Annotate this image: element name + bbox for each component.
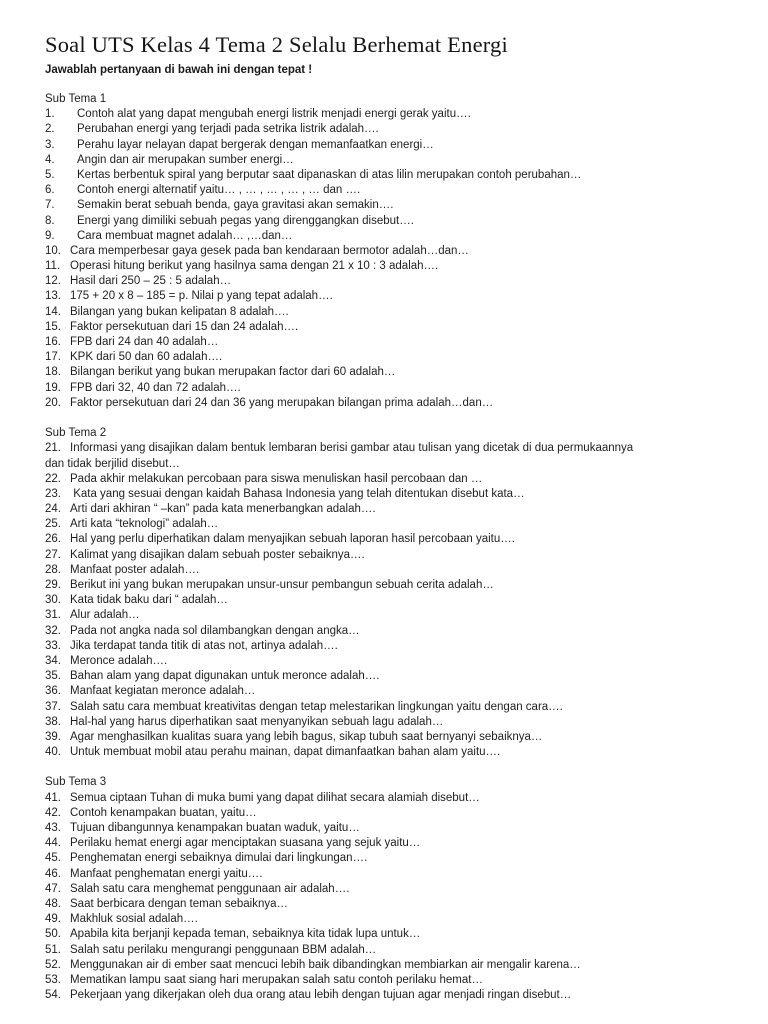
question-item [45,548,735,563]
question-text: Penghematan energi sebaiknya dimulai dari lingkungan…. [70,852,368,865]
question-number: 34. [45,654,61,667]
question-number: 41. [45,791,61,804]
question-text: Pada akhir melakukan percobaan para siswa menuliskan hasil percobaan dan … [70,472,483,485]
question-item [45,578,735,593]
question-text: Pada not angka nada sol dilambangkan dengan angka… [70,624,360,637]
question-number: 50. [45,928,61,941]
question-text: FPB dari 24 dan 40 adalah… [70,336,219,348]
question-number: 30. [45,594,61,607]
question-text: Manfaat penghematan energi yaitu…. [70,867,263,880]
question-number: 36. [45,685,61,698]
question-item [45,517,735,532]
question-item [45,791,735,806]
question-number: 8. [45,214,55,227]
question-number: 15. [45,320,61,333]
question-text: Alur adalah… [70,609,140,622]
question-item [45,684,735,699]
question-text: Bilangan berikut yang bukan merupakan factor dari 60 adalah… [70,366,396,379]
question-item [45,867,735,882]
question-item [45,912,735,927]
question-item [45,198,735,213]
question-number: 7. [45,199,55,212]
question-item [45,988,735,1003]
question-number: 25. [45,518,61,531]
question-number: 46. [45,867,61,880]
question-number: 51. [45,943,61,956]
question-item [45,168,735,183]
question-item [45,138,735,153]
section-heading: Sub Tema 2 [45,427,107,440]
question-number: 22. [45,472,61,485]
question-text: Bilangan yang bukan kelipatan 8 adalah…. [70,305,289,318]
question-text: FPB dari 32, 40 dan 72 adalah…. [70,381,241,394]
section-heading: Sub Tema 1 [45,93,107,105]
question-item [45,654,735,669]
question-number: 20. [45,396,61,409]
question-text: Pekerjaan yang dikerjakan oleh dua orang atau lebih dengan tujuan agar menjadi ringan disebut… [70,989,572,1002]
question-number: 33. [45,639,61,652]
page-title: Soal UTS Kelas 4 Tema 2 Selalu Berhemat Energi [45,32,508,57]
question-number: 27. [45,548,61,561]
question-number: 9. [45,229,55,242]
question-item [45,882,735,897]
question-item [45,107,735,122]
question-item [45,320,735,335]
question-number: 42. [45,806,61,819]
question-text: Tujuan dibangunnya kenampakan buatan waduk, yaitu… [70,822,360,834]
question-item [45,335,735,350]
question-number: 19. [45,381,61,394]
question-number: 6. [45,184,55,197]
question-item [45,730,735,745]
question-item [45,289,735,304]
question-number: 10. [45,244,61,257]
question-text: Salah satu cara membuat kreativitas dengan tetap melestarikan lingkungan yaitu dengan cara…. [70,700,563,713]
question-item [45,274,735,289]
question-text: Apabila kita berjanji kepada teman, sebaiknya kita tidak lupa untuk… [70,928,421,941]
question-text: Menggunakan air di ember saat mencuci lebih baik dibandingkan membiarkan air mengalir karena… [70,958,581,971]
question-number: 47. [45,882,61,895]
question-number: 28. [45,563,61,576]
question-text: Jika terdapat tanda titik di atas not, artinya adalah…. [70,639,338,652]
question-text: Mematikan lampu saat siang hari merupakan salah satu contoh perilaku hemat… [70,973,483,986]
question-number: 24. [45,503,61,516]
question-text: Cara membuat magnet adalah… ,…dan… [77,229,293,242]
question-item [45,836,735,851]
question-number: 44. [45,837,61,850]
question-number: 21. [45,442,61,455]
question-text: Arti kata “teknologi” adalah… [70,518,219,531]
section-spacer [45,411,735,426]
question-text: Agar menghasilkan kualitas suara yang lebih bagus, sikap tubuh saat bernyanyi sebaiknya… [70,730,543,743]
question-text: Semakin berat sebuah benda, gaya gravitasi akan semakin…. [77,199,394,212]
question-item [45,259,735,274]
question-text: Semua ciptaan Tuhan di muka bumi yang dapat dilihat secara alamiah disebut… [70,791,480,804]
question-text: Hal yang perlu diperhatikan dalam menyajikan sebuah laporan hasil percobaan yaitu…. [70,533,515,546]
question-item [45,396,735,411]
question-item [45,851,735,866]
question-text: Bahan alam yang dapat digunakan untuk meronce adalah…. [70,670,380,683]
question-item [45,958,735,973]
question-text: Salah satu perilaku mengurangi penggunaan BBM adalah… [70,943,377,956]
question-number: 40. [45,746,61,759]
question-item [45,943,735,958]
question-number: 2. [45,123,55,136]
question-number: 53. [45,973,61,986]
question-number: 39. [45,730,61,743]
question-text: Energi yang dimiliki sebuah pegas yang direnggangkan disebut…. [77,214,414,227]
question-item [45,214,735,229]
question-number: 32. [45,624,61,637]
question-number: 38. [45,715,61,728]
question-number: 14. [45,305,61,318]
question-item [45,563,735,578]
question-text: Perahu layar nelayan dapat bergerak dengan memanfaatkan energi… [77,138,434,151]
question-number: 49. [45,913,61,926]
question-text: Meronce adalah…. [70,654,168,667]
question-text: Contoh energi alternatif yaitu… , … , … , … , … dan …. [77,184,361,197]
question-text: Makhluk sosial adalah…. [70,913,198,926]
question-number: 54. [45,989,61,1002]
question-text: 175 + 20 x 8 – 185 = p. Nilai p yang tepat adalah…. [70,290,333,303]
question-list [45,92,735,1003]
question-number: 29. [45,579,61,591]
question-item [45,700,735,715]
question-number: 52. [45,958,61,971]
question-item [45,806,735,821]
question-number: 13. [45,290,61,303]
question-number: 18. [45,366,61,379]
question-item [45,183,735,198]
question-number: 43. [45,822,61,834]
question-text: Angin dan air merupakan sumber energi… [77,153,294,166]
question-item [45,350,735,365]
question-text: Perilaku hemat energi agar menciptakan suasana yang sejuk yaitu… [70,837,421,850]
question-text: Hasil dari 250 – 25 : 5 adalah… [70,275,232,288]
question-item [45,593,735,608]
question-item [45,122,735,137]
question-text: Operasi hitung berikut yang hasilnya sama dengan 21 x 10 : 3 adalah…. [70,260,439,273]
question-number: 48. [45,897,61,910]
question-number: 23. [45,487,61,500]
instruction-text: Jawablah pertanyaan di bawah ini dengan tepat ! [45,64,313,76]
question-item [45,381,735,396]
question-number: 37. [45,700,61,713]
question-item [45,305,735,320]
question-number: 26. [45,533,61,546]
question-item [45,532,735,547]
question-text: Kalimat yang disajikan dalam sebuah poster sebaiknya…. [70,548,365,561]
question-number: 16. [45,336,61,348]
question-number: 4. [45,153,55,166]
question-item [45,153,735,168]
question-text: Perubahan energi yang terjadi pada setrika listrik adalah…. [77,123,379,136]
question-item [45,441,735,456]
question-item [45,608,735,623]
question-text: Contoh kenampakan buatan, yaitu… [70,806,257,819]
question-item [45,229,735,244]
question-item [45,745,735,760]
question-text: Kata yang sesuai dengan kaidah Bahasa Indonesia yang telah ditentukan disebut kata… [70,487,525,500]
question-item [45,472,735,487]
question-item [45,244,735,259]
question-number: 35. [45,670,61,683]
question-number: 17. [45,351,61,364]
question-number: 31. [45,609,61,622]
question-item [45,973,735,988]
question-text: KPK dari 50 dan 60 adalah…. [70,351,223,364]
question-item [45,897,735,912]
question-text: Hal-hal yang harus diperhatikan saat menyanyikan sebuah lagu adalah… [70,715,444,728]
question-text: Salah satu cara menghemat penggunaan air adalah…. [70,882,350,895]
question-text: Berikut ini yang bukan merupakan unsur-unsur pembangun sebuah cerita adalah… [70,579,494,591]
question-item [45,669,735,684]
question-text: Faktor persekutuan dari 24 dan 36 yang merupakan bilangan prima adalah…dan… [70,396,494,409]
question-item [45,502,735,517]
question-item [45,715,735,730]
question-text: Manfaat poster adalah…. [70,563,200,576]
section-spacer [45,760,735,775]
question-text: Saat berbicara dengan teman sebaiknya… [70,897,289,910]
question-text: Informasi yang disajikan dalam bentuk lembaran berisi gambar atau tulisan yang dicetak di dua permukaannya [70,442,634,455]
question-item [45,927,735,942]
question-number: 3. [45,138,55,151]
question-number: 5. [45,168,55,181]
question-item [45,487,735,502]
question-text: Kertas berbentuk spiral yang berputar saat dipanaskan di atas lilin merupakan contoh perubahan… [77,168,582,181]
question-number: 12. [45,275,61,288]
question-text: Arti dari akhiran “ –kan” pada kata menerbangkan adalah…. [70,503,376,516]
question-item [45,821,735,836]
question-text-continuation: dan tidak berjilid disebut… [45,457,180,470]
question-text: Untuk membuat mobil atau perahu mainan, dapat dimanfaatkan bahan alam yaitu…. [70,746,501,759]
question-text: Contoh alat yang dapat mengubah energi listrik menjadi energi gerak yaitu…. [77,108,471,121]
question-text: Cara memperbesar gaya gesek pada ban kendaraan bermotor adalah…dan… [70,244,469,257]
question-text: Faktor persekutuan dari 15 dan 24 adalah…. [70,320,299,333]
question-text: Manfaat kegiatan meronce adalah… [70,685,256,698]
question-number: 11. [45,260,61,273]
question-item [45,365,735,380]
question-text: Kata tidak baku dari “ adalah… [70,594,228,607]
section-heading: Sub Tema 3 [45,776,107,789]
question-number: 1. [45,108,55,121]
question-item [45,624,735,639]
question-number: 45. [45,852,61,865]
question-item [45,639,735,654]
